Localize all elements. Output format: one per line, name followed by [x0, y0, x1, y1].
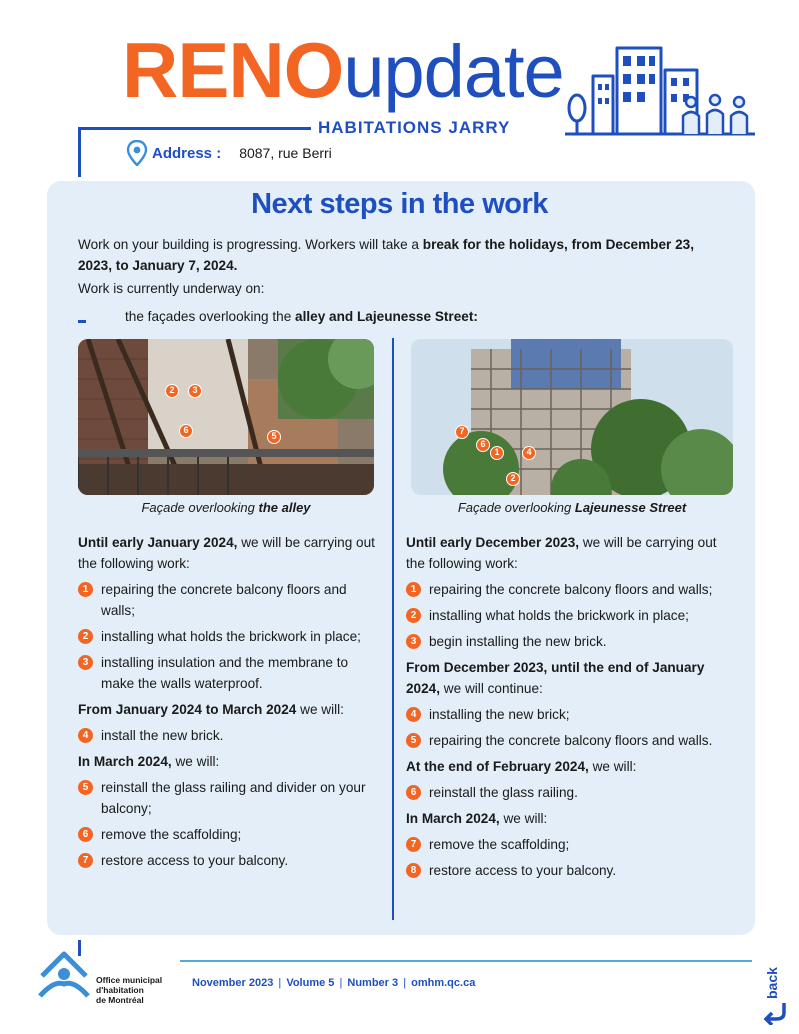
lajeunesse-photo-caption — [411, 500, 733, 515]
facade-bullet-text — [125, 309, 478, 324]
left-section-3-heading — [78, 751, 384, 772]
list-item-text: begin installing the new brick. — [429, 634, 607, 649]
step-number-badge: 6 — [406, 785, 421, 800]
footer-rule — [180, 960, 752, 962]
list-item — [406, 834, 736, 855]
right-s4-bold: In March 2024, — [406, 811, 500, 826]
list-item-text: remove the scaffolding; — [429, 837, 570, 852]
back-label: back — [764, 967, 780, 999]
location-pin-icon — [126, 140, 148, 166]
facade-bullet — [78, 309, 478, 324]
left-photo-marker: 2 — [165, 384, 179, 398]
step-number-badge: 3 — [78, 655, 93, 670]
brand-reno: RENO — [122, 26, 344, 114]
list-item — [406, 860, 736, 881]
list-item-text: install the new brick. — [101, 728, 224, 743]
list-item — [78, 850, 384, 871]
right-s4-plain: we will: — [499, 811, 548, 826]
list-item-text: repairing the concrete balcony floors and walls; — [429, 582, 713, 597]
lajeunesse-work-column — [406, 532, 736, 886]
back-button[interactable] — [760, 965, 790, 1025]
left-section-1-heading — [78, 532, 384, 574]
list-item — [78, 777, 384, 819]
list-item — [78, 626, 384, 647]
right-s3-list — [406, 782, 736, 803]
right-s1-list — [406, 579, 736, 652]
step-number-badge: 5 — [406, 733, 421, 748]
issue-number: Number 3 — [347, 977, 399, 989]
list-item — [406, 782, 736, 803]
list-item-text: restore access to your balcony. — [429, 863, 617, 878]
brand-update: update — [343, 30, 564, 113]
step-number-badge: 1 — [78, 582, 93, 597]
left-photo-marker: 6 — [179, 424, 193, 438]
header-rule — [78, 127, 311, 130]
list-item-text: repairing the concrete balcony floors and walls; — [101, 582, 347, 618]
lajeunesse-facade-photo — [411, 339, 733, 495]
omhm-logo-icon — [36, 946, 92, 1002]
column-divider — [392, 338, 394, 920]
right-section-2-heading — [406, 657, 736, 699]
list-item — [78, 579, 384, 621]
issue-info — [192, 977, 475, 989]
left-photo-marker: 3 — [188, 384, 202, 398]
lajeunesse-caption-bold: Lajeunesse Street — [574, 500, 687, 515]
right-photo-marker: 4 — [522, 446, 536, 460]
list-item — [406, 631, 736, 652]
step-number-badge: 5 — [78, 780, 93, 795]
list-item — [406, 730, 736, 751]
left-s3-list — [78, 777, 384, 871]
alley-photo-caption — [78, 500, 374, 515]
address-value: 8087, rue Berri — [239, 145, 332, 161]
step-number-badge: 2 — [78, 629, 93, 644]
left-s3-bold: In March 2024, — [78, 754, 172, 769]
back-arrow-icon — [762, 1001, 790, 1025]
list-item — [78, 824, 384, 845]
issue-volume: Volume 5 — [286, 977, 335, 989]
list-item — [406, 704, 736, 725]
list-item-text: installing what holds the brickwork in place; — [429, 608, 689, 623]
right-section-4-heading — [406, 808, 736, 829]
alley-facade-photo — [78, 339, 374, 495]
header-vertical-rule — [78, 127, 81, 177]
intro-plain: Work on your building is progressing. Workers will take a — [78, 237, 423, 252]
project-name: HABITATIONS JARRY — [318, 118, 511, 137]
address-label: Address : — [152, 144, 222, 162]
left-s3-plain: we will: — [171, 754, 220, 769]
list-item-text: reinstall the glass railing. — [429, 785, 578, 800]
brand-title — [122, 26, 564, 114]
list-item-text: installing the new brick; — [429, 707, 570, 722]
step-number-badge: 8 — [406, 863, 421, 878]
right-photo-marker: 6 — [476, 438, 490, 452]
list-item — [406, 605, 736, 626]
right-photo-marker: 2 — [506, 472, 520, 486]
org-line-2: d'habitation — [96, 985, 144, 995]
intro-text — [78, 234, 728, 276]
left-s1-bold: Until early January 2024, — [78, 535, 238, 550]
separator: | — [403, 977, 407, 989]
alley-caption-bold: the alley — [258, 500, 311, 515]
left-s2-list — [78, 725, 384, 746]
city-buildings-icon — [565, 40, 755, 140]
separator: | — [278, 977, 282, 989]
list-item — [78, 725, 384, 746]
org-name — [96, 975, 162, 1005]
step-number-badge: 6 — [78, 827, 93, 842]
page-title: Next steps in the work — [251, 188, 548, 220]
address-block — [126, 140, 332, 166]
right-s1-bold: Until early December 2023, — [406, 535, 580, 550]
underway-text: Work is currently underway on: — [78, 281, 265, 296]
step-number-badge: 3 — [406, 634, 421, 649]
left-s1-list — [78, 579, 384, 694]
left-photo-marker: 5 — [267, 430, 281, 444]
right-s2-list — [406, 704, 736, 751]
lajeunesse-caption-plain: Façade overlooking — [457, 500, 575, 515]
step-number-badge: 2 — [406, 608, 421, 623]
right-section-1-heading — [406, 532, 736, 574]
right-photo-marker: 7 — [455, 425, 469, 439]
right-s3-plain: we will: — [588, 759, 637, 774]
step-number-badge: 4 — [78, 728, 93, 743]
step-number-badge: 7 — [406, 837, 421, 852]
right-s1-plain: we will be carrying out the following work: — [406, 535, 717, 571]
step-number-badge: 4 — [406, 707, 421, 722]
website-link[interactable]: omhm.qc.ca — [411, 977, 476, 989]
org-line-3: de Montréal — [96, 995, 144, 1005]
list-item — [406, 579, 736, 600]
list-item-text: installing insulation and the membrane to make the walls waterproof. — [101, 655, 349, 691]
list-item-text: remove the scaffolding; — [101, 827, 242, 842]
right-photo-marker: 1 — [490, 446, 504, 460]
left-section-2-heading — [78, 699, 384, 720]
org-line-1: Office municipal — [96, 975, 163, 985]
left-s1-plain: we will be carrying out the following work: — [78, 535, 375, 571]
right-s2-plain: we will continue: — [440, 681, 543, 696]
right-s2-bold: From December 2023, until the end of January 2024, — [406, 660, 705, 696]
list-item-text: installing what holds the brickwork in place; — [101, 629, 361, 644]
separator: | — [339, 977, 343, 989]
alley-work-column — [78, 532, 384, 876]
list-item-text: repairing the concrete balcony floors and walls. — [429, 733, 713, 748]
step-number-badge: 1 — [406, 582, 421, 597]
list-item — [78, 652, 384, 694]
left-s2-bold: From January 2024 to March 2024 — [78, 702, 297, 717]
list-item-text: reinstall the glass railing and divider on your balcony; — [101, 780, 366, 816]
right-s3-bold: At the end of February 2024, — [406, 759, 589, 774]
facade-bullet-plain: the façades overlooking the — [125, 309, 296, 324]
issue-date: November 2023 — [192, 977, 274, 989]
intro-bold: break for the holidays, from December 23, 2023, to January 7, 2024. — [78, 237, 694, 273]
right-s4-list — [406, 834, 736, 881]
facade-bullet-bold: alley and Lajeunesse Street: — [295, 309, 478, 324]
left-s2-plain: we will: — [296, 702, 344, 717]
alley-caption-plain: Façade overlooking — [141, 500, 259, 515]
list-item-text: restore access to your balcony. — [101, 853, 289, 868]
right-section-3-heading — [406, 756, 736, 777]
dash-bullet-icon — [78, 320, 86, 323]
step-number-badge: 7 — [78, 853, 93, 868]
